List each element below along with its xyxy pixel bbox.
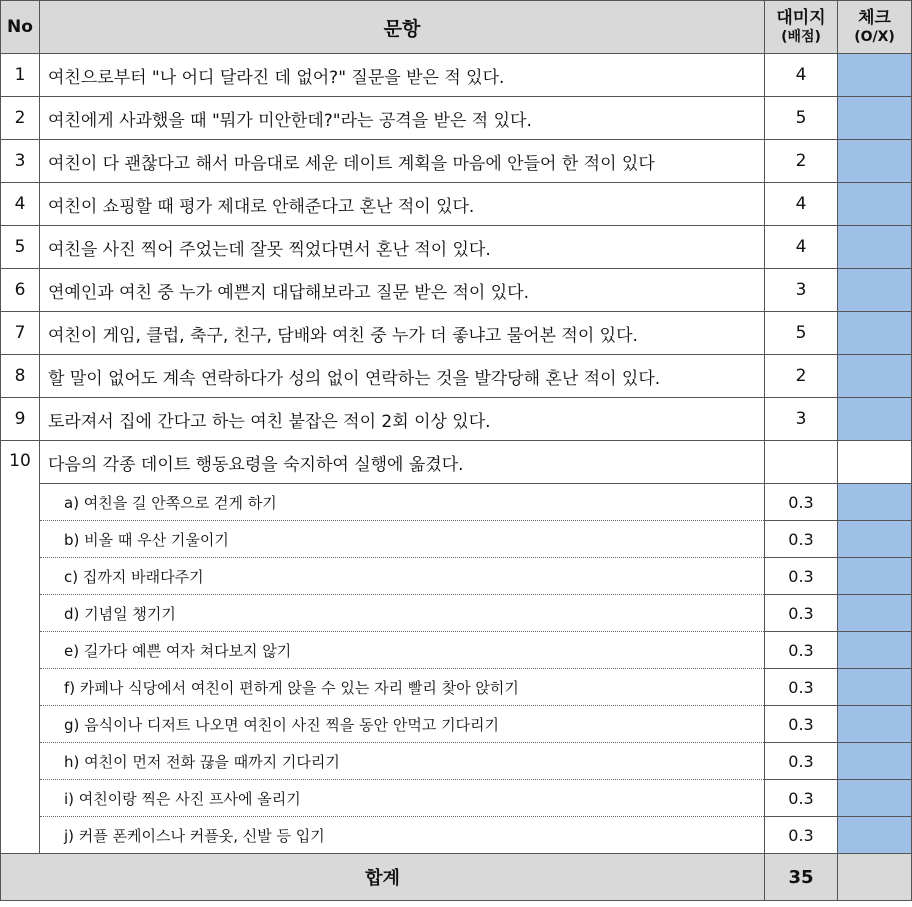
question-score: 2: [765, 140, 838, 183]
check-cell[interactable]: [838, 484, 912, 521]
subitem-row: [1, 780, 912, 817]
header-damage-label: 대미지: [776, 8, 826, 28]
question-row: [1, 269, 912, 312]
check-cell[interactable]: [838, 743, 912, 780]
header-check: [838, 1, 912, 54]
question-text: 할 말이 없어도 계속 연락하다가 성의 없이 연락하는 것을 발각당해 혼난 적이 있다.: [40, 355, 765, 398]
question-number: 7: [1, 312, 40, 355]
question-score: 4: [765, 226, 838, 269]
question-text: 여친이 게임, 클럽, 축구, 친구, 담배와 여친 중 누가 더 좋냐고 물어본 적이 있다.: [40, 312, 765, 355]
subitem-text: b) 비올 때 우산 기울이기: [40, 521, 765, 558]
subitem-text: j) 커플 폰케이스나 커플옷, 신발 등 입기: [40, 817, 765, 854]
question-row: [1, 312, 912, 355]
header-row: [1, 1, 912, 54]
subitem-score: 0.3: [765, 632, 838, 669]
total-check-cell: [838, 854, 912, 901]
question-number: 8: [1, 355, 40, 398]
question-text: 토라져서 집에 간다고 하는 여친 붙잡은 적이 2회 이상 있다.: [40, 398, 765, 441]
subitem-score: 0.3: [765, 669, 838, 706]
question-row: [1, 398, 912, 441]
question-text: 다음의 각종 데이트 행동요령을 숙지하여 실행에 옮겼다.: [40, 441, 765, 484]
question-row: [1, 140, 912, 183]
check-cell[interactable]: [838, 780, 912, 817]
question-number: 9: [1, 398, 40, 441]
question-score: 3: [765, 398, 838, 441]
subitem-text: i) 여친이랑 찍은 사진 프사에 올리기: [40, 780, 765, 817]
subitem-score: 0.3: [765, 706, 838, 743]
check-cell[interactable]: [838, 669, 912, 706]
subitem-score: 0.3: [765, 484, 838, 521]
question-score: 2: [765, 355, 838, 398]
header-check-sub: (O/X): [854, 29, 895, 45]
question-number: 1: [1, 54, 40, 97]
check-cell[interactable]: [838, 817, 912, 854]
question-number: 3: [1, 140, 40, 183]
question-score: [765, 441, 838, 484]
subitem-text: e) 길가다 예쁜 여자 쳐다보지 않기: [40, 632, 765, 669]
question-number: 10: [1, 441, 40, 854]
check-cell[interactable]: [838, 398, 912, 441]
total-row: [1, 854, 912, 901]
question-text: 연예인과 여친 중 누가 예쁜지 대답해보라고 질문 받은 적이 있다.: [40, 269, 765, 312]
question-text: 여친에게 사과했을 때 "뭐가 미안한데?"라는 공격을 받은 적 있다.: [40, 97, 765, 140]
subitem-row: [1, 632, 912, 669]
question-text: 여친이 쇼핑할 때 평가 제대로 안해준다고 혼난 적이 있다.: [40, 183, 765, 226]
check-cell[interactable]: [838, 312, 912, 355]
check-cell[interactable]: [838, 706, 912, 743]
question-score: 4: [765, 54, 838, 97]
question-number: 6: [1, 269, 40, 312]
subitem-text: d) 기념일 챙기기: [40, 595, 765, 632]
total-value: 35: [765, 854, 838, 901]
question-text: 여친을 사진 찍어 주었는데 잘못 찍었다면서 혼난 적이 있다.: [40, 226, 765, 269]
check-cell: [838, 441, 912, 484]
subitem-text: f) 카페나 식당에서 여친이 편하게 앉을 수 있는 자리 빨리 찾아 앉히기: [40, 669, 765, 706]
subitem-score: 0.3: [765, 521, 838, 558]
subitem-row: [1, 743, 912, 780]
question-row: [1, 355, 912, 398]
check-cell[interactable]: [838, 355, 912, 398]
subitem-text: g) 음식이나 디저트 나오면 여친이 사진 찍을 동안 안먹고 기다리기: [40, 706, 765, 743]
header-no: No: [1, 1, 40, 54]
subitem-row: [1, 484, 912, 521]
check-cell[interactable]: [838, 558, 912, 595]
question-row: [1, 183, 912, 226]
check-cell[interactable]: [838, 97, 912, 140]
question-row: [1, 54, 912, 97]
question-number: 5: [1, 226, 40, 269]
check-cell[interactable]: [838, 183, 912, 226]
subitem-text: a) 여친을 길 안쪽으로 걷게 하기: [40, 484, 765, 521]
question-score: 3: [765, 269, 838, 312]
header-question: 문항: [40, 1, 765, 54]
subitem-row: [1, 669, 912, 706]
question-row-10: [1, 441, 912, 484]
subitem-score: 0.3: [765, 558, 838, 595]
subitem-score: 0.3: [765, 595, 838, 632]
question-row: [1, 226, 912, 269]
check-cell[interactable]: [838, 521, 912, 558]
subitem-row: [1, 817, 912, 854]
subitem-score: 0.3: [765, 743, 838, 780]
subitem-row: [1, 595, 912, 632]
question-number: 2: [1, 97, 40, 140]
header-check-label: 체크: [858, 8, 891, 28]
header-damage: [765, 1, 838, 54]
question-score: 5: [765, 312, 838, 355]
question-text: 여친으로부터 "나 어디 달라진 데 없어?" 질문을 받은 적 있다.: [40, 54, 765, 97]
subitem-row: [1, 558, 912, 595]
subitem-text: h) 여친이 먼저 전화 끊을 때까지 기다리기: [40, 743, 765, 780]
total-label: 합계: [1, 854, 765, 901]
question-row: [1, 97, 912, 140]
subitem-row: [1, 521, 912, 558]
question-score: 4: [765, 183, 838, 226]
subitem-text: c) 집까지 바래다주기: [40, 558, 765, 595]
check-cell[interactable]: [838, 269, 912, 312]
check-cell[interactable]: [838, 140, 912, 183]
question-text: 여친이 다 괜찮다고 해서 마음대로 세운 데이트 계획을 마음에 안들어 한 적이 있다: [40, 140, 765, 183]
subitem-score: 0.3: [765, 817, 838, 854]
question-number: 4: [1, 183, 40, 226]
check-cell[interactable]: [838, 595, 912, 632]
header-damage-sub: (배점): [781, 29, 821, 45]
question-score: 5: [765, 97, 838, 140]
subitem-row: [1, 706, 912, 743]
check-cell[interactable]: [838, 632, 912, 669]
subitem-score: 0.3: [765, 780, 838, 817]
check-cell[interactable]: [838, 54, 912, 97]
check-cell[interactable]: [838, 226, 912, 269]
